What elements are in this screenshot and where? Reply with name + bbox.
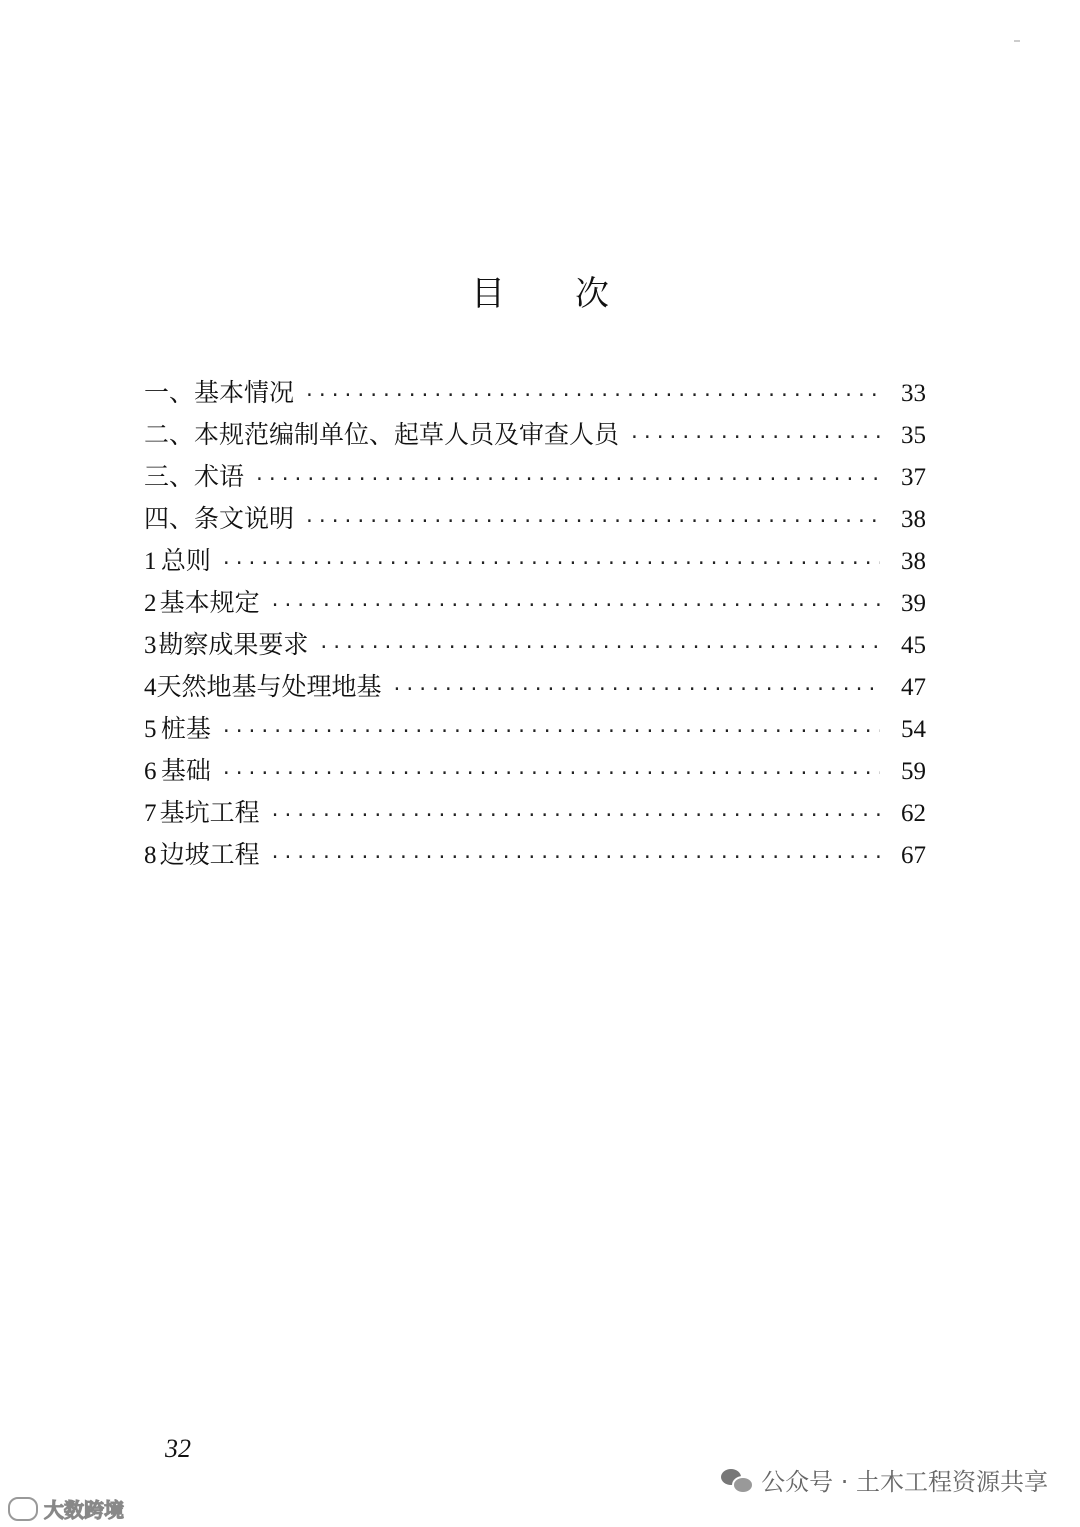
toc-entry-label: 二、本规范编制单位、起草人员及审查人员 [144,420,620,449]
toc-leader-dots [304,501,880,543]
toc-entry[interactable] [144,498,926,540]
toc-entry[interactable] [144,414,926,456]
toc-entry-page: 35 [901,422,926,449]
toc-entry-label: 桩基 [160,714,211,743]
toc-entry-label: 四、条文说明 [144,504,295,533]
source-watermark-text: 大数跨境 [44,1498,124,1522]
toc-entry-number: 6 [144,758,157,785]
toc-leader-dots [221,711,880,753]
toc-entry-label: 一、基本情况 [144,378,295,407]
toc-entry-label: 总则 [160,546,211,575]
toc-entry[interactable] [144,456,926,498]
toc-entry-label: 天然地基与处理地基 [156,672,382,701]
scan-mark [1014,40,1020,42]
toc-leader-dots [254,459,880,501]
toc-entry-number: 5 [144,716,157,743]
toc-entry[interactable] [144,708,926,750]
toc-entry-page: 47 [901,674,926,701]
toc-entry-label: 边坡工程 [159,840,260,869]
toc-entry-label: 基本规定 [159,588,260,617]
toc-title-char-1: 目 [471,274,505,314]
toc-entry[interactable] [144,582,926,624]
toc-entry-label: 勘察成果要求 [158,630,309,659]
toc-entry[interactable] [144,624,926,666]
toc-entry-page: 38 [901,548,926,575]
toc-entry-page: 67 [901,842,926,869]
toc-entry-number: 4 [144,674,157,701]
toc-entry-page: 45 [901,632,926,659]
wechat-icon [721,1467,751,1493]
toc-entry-number: 7 [144,800,157,827]
toc-title [0,266,1080,315]
toc-entry-number: 8 [144,842,157,869]
toc-entry[interactable] [144,750,926,792]
toc-entry-page: 37 [901,464,926,491]
toc-entry-number: 2 [144,590,157,617]
toc-entry-label: 三、术语 [144,462,245,491]
wechat-watermark-text: 公众号 · 土木工程资源共享 [761,1468,1048,1496]
source-watermark [8,1494,124,1523]
toc-entry-page: 33 [901,380,926,407]
toc-leader-dots [318,627,880,669]
wechat-watermark [721,1462,1048,1497]
toc-entry[interactable] [144,834,926,876]
toc-leader-dots [629,417,880,459]
toc-entry-page: 59 [901,758,926,785]
toc-entry-page: 39 [901,590,926,617]
toc-leader-dots [304,375,880,417]
toc-list [144,372,926,876]
toc-entry[interactable] [144,792,926,834]
toc-leader-dots [270,585,880,627]
page-number: 32 [165,1434,191,1463]
toc-entry[interactable] [144,540,926,582]
toc-leader-dots [221,543,880,585]
toc-leader-dots [270,795,880,837]
toc-title-char-2: 次 [575,274,609,314]
toc-leader-dots [221,753,880,795]
toc-entry-number: 3 [144,632,157,659]
toc-entry[interactable] [144,666,926,708]
toc-leader-dots [270,837,880,879]
toc-entry-page: 54 [901,716,926,743]
toc-entry-label: 基础 [160,756,211,785]
toc-leader-dots [392,669,880,711]
toc-entry-page: 38 [901,506,926,533]
toc-entry-page: 62 [901,800,926,827]
toc-entry-number: 1 [144,548,157,575]
toc-entry-label: 基坑工程 [159,798,260,827]
toc-entry[interactable] [144,372,926,414]
logo-icon [8,1497,38,1521]
